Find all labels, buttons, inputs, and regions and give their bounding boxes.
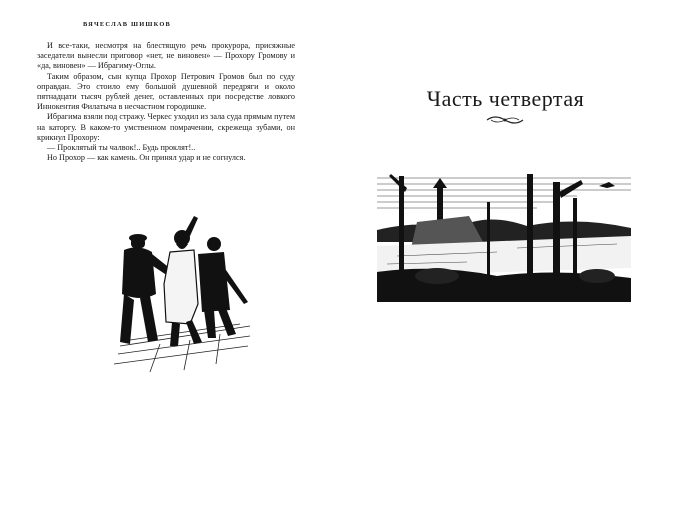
ornament-flourish xyxy=(485,114,525,126)
body-text xyxy=(37,41,295,163)
paragraph: И все-таки, несмотря на блестящую речь прокурора, присяжные заседатели вынесли приговор «нет, не виновен» — Прохору Громову и «да, виновен» — Ибрагиму-Оглы. xyxy=(37,41,295,71)
right-page xyxy=(337,0,674,506)
running-head: ВЯЧЕСЛАВ ШИШКОВ xyxy=(83,21,171,28)
paragraph: Таким образом, сын купца Прохор Петрович Громов был по суду оправдан. Это стоило ему большой душевной передряги и около пятнадцати тысяч рублей денег, оставленных при посредстве ловкого Иннокентия Филатыча в несчастном городишке. xyxy=(37,71,295,112)
landscape-illustration xyxy=(377,172,631,302)
courtroom-illustration xyxy=(90,214,260,374)
paragraph: Ибрагима взяли под стражу. Черкес уходил из зала суда прямым путем на каторгу. В каком-то умственном помрачении, скрежеща зубами, он крикнул Прохору: xyxy=(37,112,295,142)
bird-icon xyxy=(599,182,615,188)
paragraph: — Проклятый ты чалвок!.. Будь проклят!.. xyxy=(47,143,196,153)
part-title: Часть четвертая xyxy=(426,86,585,111)
paragraph: Но Прохор — как камень. Он принял удар и не согнулся. xyxy=(47,153,246,163)
